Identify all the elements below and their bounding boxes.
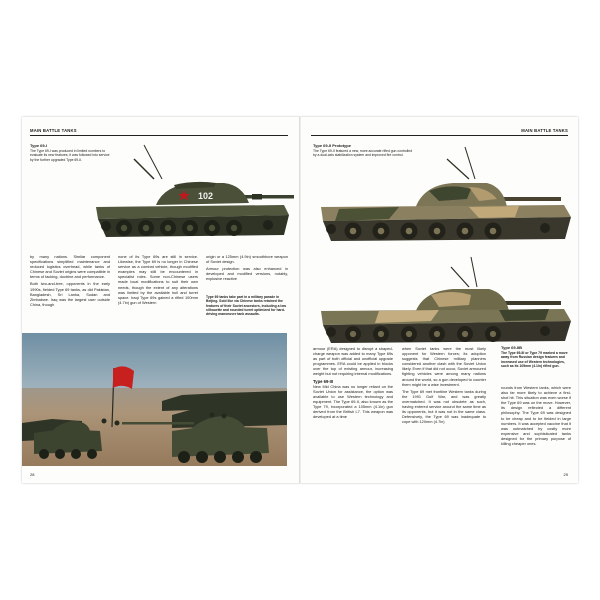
red-flag	[113, 366, 134, 389]
running-head: MAIN BATTLE TANKS	[30, 128, 77, 133]
text-column-2: none of its Type 69s are still in service. Likewise, the Type 69 is no longer in Chinese service as a combat vehicle, though modified examples may still be encountered in specialist roles. Some non-Chinese users made local modifications to suit their own needs, though the extent of any alterations was limited by the available hull and turret space. Iraqi Type 69s gained a rifled 100mm (4.7in) gun of Western	[118, 254, 198, 305]
header-rule	[30, 135, 288, 136]
book-spread	[22, 117, 578, 483]
caption-text: The Type 69-I was produced in limited numbers to evaluate its new features; it was followed into service by the further upgraded Type 69-II.	[30, 149, 110, 162]
text-column-3: rounds from Western tanks, which were also far more likely to achieve a first-shot hit. This situation was even worse if the Type 69 was on the move. However, its design reflected a different philosophy. The Type 69 was designed to be cheap and to be fielded in large numbers. It was accepted vaccine that it was outmatched by costly more expensive and sophisticated tanks designed for the primary purpose of killing cheaper ones.	[501, 385, 571, 447]
text-column-3: origin or a 125mm (4.9in) smoothbore weapon of Soviet design. Armour protection was also enhanced in developed and modified versions, notably, explosive reactive	[206, 254, 288, 282]
caption-text: The Type 69-III or Type 79 marked a move away from Russian design features and increased use of Western technologies, such as its 105mm (4.1in) rifled gun.	[501, 351, 568, 368]
photo-caption: Type 69 tanks take part in a military parade in Beijing. Sold like via Chinese tanks retained the features of their Soviet ancestors, including a low silhouette and rounded turret optimized for hard-driving manoeuvre tank assaults.	[206, 295, 287, 317]
tank-illustration-type69-iib	[319, 249, 578, 349]
tank-antenna	[144, 145, 162, 179]
tank-number: 102	[198, 191, 214, 201]
section-subhead: Type 69-III	[313, 378, 334, 384]
right-page	[301, 117, 578, 483]
parade-photo	[22, 333, 287, 466]
running-head: MAIN BATTLE TANKS	[521, 128, 568, 133]
caption-text: The Type 69-II featured a new, more accurate rifled gun controlled by a dual-axis stabilization system and improved fire control.	[313, 149, 413, 158]
text-column-2: when Soviet tanks were the most likely opponent for Western forces; its adoption suggests that Chinese military planners considered another clash with the Soviet Union likely. Even if that did not occur, Soviet armoured fighting vehicles were among many nations around the world, so a gun developed to counter them might be a wise investment. The Type 69 met frontline Western tanks during the 1991 Gulf War, and was greatly overmatched. It was not obsolete as such, having entered service around the same time as its opponents, but it was not in the same class. Defensively, the Type 69 was inadequate to cope with 120mm (4.7in)	[402, 346, 486, 425]
page-number: 29	[563, 472, 568, 477]
tank-illustration-type69-ii	[319, 139, 578, 249]
page-number: 28	[30, 472, 35, 477]
text-column-1: by many nations. Similar component specifications simplified maintenance and reduced logistics overhead, while tanks of Chinese and Soviet origins were compatible in terms of tacking, doctrine and performance. Both two-and-tree, opponents in the early 1990s, fielded Type 69 tanks, as did Pakistan, Bangladesh, Sri Lanka, Sudan and Zimbabwe. Iraq was the largest user outside China, though	[30, 254, 110, 307]
tank-gun-evacuator	[252, 194, 262, 200]
text-column-1: armour (ERA) designed to disrupt a shaped-charge weapon was added to many Type 69s as part of both official and unofficial upgrade programmes. ERA could be applied in blocks over the top of existing armour, increasing weight but not requiring internal modifications. Type 69-III New Mid China was no longer reliant on the Soviet Union for assistance, the option was available to use Western technology and equipment. The Type 69-II, also known as the Type 79, incorporated a 105mm (4.1in) gun derived from the British L7. This weapon was developed at a time	[313, 346, 393, 420]
left-page	[22, 117, 299, 483]
caption-title: Type 69-IIB	[501, 345, 523, 350]
caption-title: Type 69-II Prototype	[313, 143, 351, 148]
tank-illustration-type69-i	[84, 137, 284, 247]
header-rule	[311, 135, 568, 136]
tank-antenna	[134, 159, 154, 179]
caption-title: Type 69-I	[30, 143, 48, 148]
